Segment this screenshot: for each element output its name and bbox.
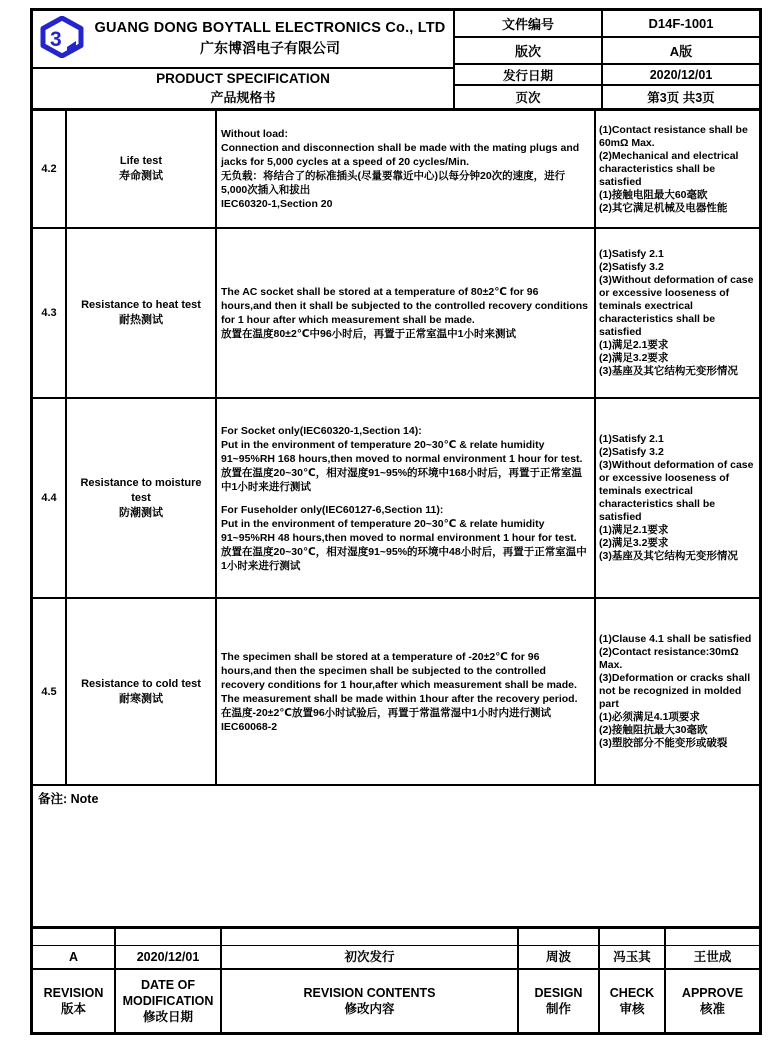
company-names: [93, 20, 447, 58]
test-requirement: (1)Satisfy 2.1 (2)Satisfy 3.2 (3)Without deformation of case or excessive looseness of teminals exectrical characteristics shall be satisfied (1)满足2.1要求 (2)满足3.2要求 (3)基座及其它结构无变形情况: [599, 248, 754, 377]
test-id: 4.4: [33, 399, 67, 597]
test-name-en: Resistance to heat test: [81, 299, 201, 311]
test-name-zh: 防潮测试: [119, 506, 163, 519]
table-row-moisture-test: [33, 399, 759, 599]
test-name-en: Resistance to cold test: [81, 677, 201, 690]
revision-entry-row: [33, 946, 759, 970]
test-name: [67, 111, 217, 227]
contents-col-header: REVISION CONTENTS 修改内容: [222, 970, 519, 1032]
test-name-zh: 寿命测试: [119, 170, 163, 182]
note-section: [33, 786, 759, 929]
doc-number-label: 文件编号: [455, 11, 603, 36]
test-name: [67, 229, 217, 397]
test-id: 4.2: [33, 111, 67, 227]
document-frame: [30, 8, 762, 1035]
table-row-cold-test: [33, 599, 759, 786]
document-header: [33, 11, 759, 111]
test-name: [67, 599, 217, 784]
test-requirement: (1)Contact resistance shall be 60mΩ Max. (2)Mechanical and electrical characteristics shall be satisfied (1)接触电阻最大60毫欧 (2)其它满足机械及电器性能: [599, 123, 748, 214]
header-info-table: [453, 11, 759, 108]
test-name-en: Life test: [119, 155, 163, 167]
company-logo-icon: [39, 16, 85, 63]
date-col-header: DATE OF MODIFICATION 修改日期: [116, 970, 222, 1032]
revision-col-header: REVISION 版本: [33, 970, 116, 1032]
check-col-header: CHECK 审核: [600, 970, 666, 1032]
svg-text:3: 3: [50, 27, 62, 51]
test-id: 4.5: [33, 599, 67, 784]
page-number-label: 页次: [455, 86, 603, 108]
doc-number-row: [455, 11, 759, 38]
test-description: The AC socket shall be stored at a temperature of 80±2℃ for 96 hours,and then it shall be subjected to the controlled recovery conditions for 1 hour after which measurement shall be made. 放置在温度80±2℃中96小时后，再置于正常室温中1小时来测试: [217, 229, 596, 397]
version-row: [455, 38, 759, 65]
test-name-zh: 耐寒测试: [119, 692, 163, 705]
test-name-zh: 耐热测试: [119, 314, 163, 326]
revision-empty-row: [33, 929, 759, 946]
test-description: For Socket only(IEC60320-1,Section 14): Put in the environment of temperature 20~30℃ & relate humidity 91~95%RH 168 hours,then moved to normal environment 1 hour for test. 放置在温度20~30℃，相对湿度91~95%的环境中168小时后，再置于正常室温中1小时来进行测试 For Fuseholder only(IEC60127-6,Section 11): Put in the environment of temperature 20~30℃ & relate humidity 91~95%RH 48 hours,then moved to normal environment 1 hour for test. 放置在温度20~30℃，相对湿度91~95%的环境中48小时后，再置于正常室温中1小时来进行测试: [217, 399, 596, 597]
note-label: 备注: Note: [38, 792, 99, 806]
doc-number-value: D14F-1001: [648, 16, 714, 31]
header-left: [33, 11, 453, 108]
page-number-value: 第3页 共3页: [647, 91, 715, 105]
version-label: 版次: [455, 38, 603, 63]
test-name-en: Resistance to moisture test: [80, 476, 202, 504]
table-row-heat-test: [33, 229, 759, 399]
doc-title-en: PRODUCT SPECIFICATION: [156, 71, 330, 86]
company-name-zh: 广东博滔电子有限公司: [200, 40, 340, 56]
issue-date-label: 发行日期: [455, 65, 603, 84]
issue-date-value: 2020/12/01: [649, 67, 713, 82]
test-name: [67, 399, 217, 597]
doc-title-zh: 产品规格书: [210, 90, 276, 105]
version-value: A版: [669, 44, 693, 59]
company-name-en: GUANG DONG BOYTALL ELECTRONICS Co., LTD: [94, 20, 446, 36]
revision-value: A: [33, 946, 116, 968]
revision-checker: 冯玉其: [600, 946, 666, 968]
test-description: The specimen shall be stored at a temperature of -20±2℃ for 96 hours,and then the specimen shall be subjected to the controlled recovery conditions for 1 hour,after which measurement shall be made. The measurement shall be made within 1hour after the recovery period. 在温度-20±2℃放置96小时试验后，再置于常温常湿中1小时内进行测试 IEC60068-2: [217, 599, 596, 784]
revision-header-row: [33, 970, 759, 1032]
doc-title-block: [33, 69, 453, 108]
test-description: Without load: Connection and disconnection shall be made with the mating plugs and jacks for 5,000 cycles at a speed of 20 cycles/Min. 无负载：将结合了的标准插头(尽量要靠近中心)以每分钟20次的速度，进行5,000次插入和拔出 IEC60320-1,Section 20: [217, 111, 596, 227]
test-id: 4.3: [33, 229, 67, 397]
design-col-header: DESIGN 制作: [519, 970, 600, 1032]
revision-date: 2020/12/01: [116, 946, 222, 968]
company-block: [33, 11, 453, 69]
table-row-life-test: [33, 111, 759, 229]
test-requirement: (1)Satisfy 2.1 (2)Satisfy 3.2 (3)Without deformation of case or excessive looseness of teminals exectrical characteristics shall be satisfied (1)满足2.1要求 (2)满足3.2要求 (3)基座及其它结构无变形情况: [599, 433, 754, 562]
page-number-row: [455, 86, 759, 108]
revision-designer: 周波: [519, 946, 600, 968]
revision-contents: 初次发行: [222, 946, 519, 968]
revision-approver: 王世成: [693, 950, 732, 964]
issue-date-row: [455, 65, 759, 86]
revision-table: [33, 929, 759, 1032]
test-requirement: (1)Clause 4.1 shall be satisfied (2)Contact resistance:30mΩ Max. (3)Deformation or cracks shall not be recognized in molded part (1)必须满足4.1项要求 (2)接触阻抗最大30毫欧 (3)塑胶部分不能变形或破裂: [599, 633, 752, 749]
approve-col-header: APPROVE 核准: [681, 986, 744, 1016]
